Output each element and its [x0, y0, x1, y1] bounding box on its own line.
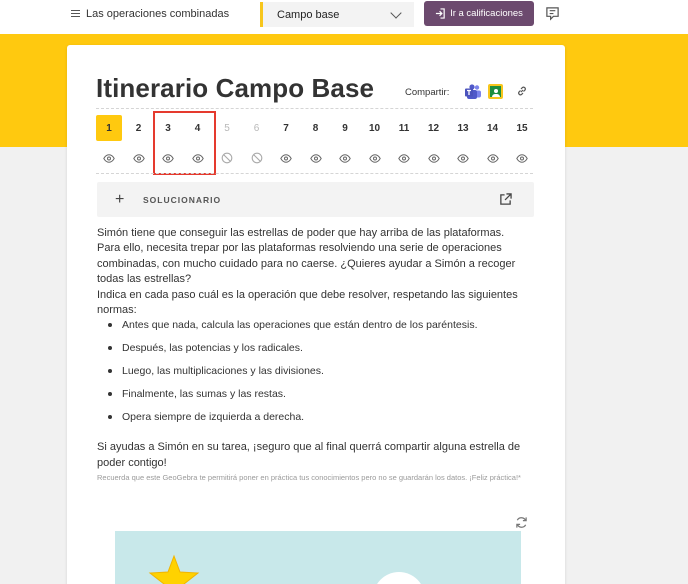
eye-icon[interactable] — [96, 150, 122, 166]
solutions-bar[interactable] — [97, 182, 534, 217]
refresh-icon[interactable] — [515, 516, 528, 529]
plus-icon[interactable]: + — [115, 191, 125, 208]
group-select-value: Campo base — [277, 8, 340, 21]
step-button-9[interactable]: 9 — [342, 122, 348, 134]
eye-icon[interactable] — [391, 150, 417, 166]
applet-circle — [373, 572, 425, 584]
step-button-14[interactable]: 14 — [486, 122, 499, 134]
breadcrumb[interactable] — [71, 6, 229, 22]
page-title: Itinerario Campo Base — [96, 73, 375, 103]
star-icon — [148, 554, 200, 584]
chat-icon[interactable] — [545, 6, 560, 21]
step-button-8[interactable]: 8 — [312, 122, 319, 134]
list-item: Opera siempre de izquierda a derecha. — [107, 410, 527, 433]
eye-icon[interactable] — [303, 150, 329, 166]
chevron-down-icon — [390, 7, 401, 18]
step-button-7[interactable]: 7 — [283, 122, 289, 134]
eye-icon[interactable] — [362, 150, 388, 166]
list-item: Después, las potencias y los radicales. — [107, 341, 527, 364]
breadcrumb-label: Las operaciones combinadas — [86, 8, 230, 20]
divider — [96, 173, 533, 174]
step-button-11[interactable]: 11 — [398, 122, 410, 134]
footnote: Recuerda que este GeoGebra te permitirá poner en práctica tus conocimientos pero no se guardarán los datos. ¡Feliz práctica!* — [97, 473, 521, 482]
eye-icon[interactable] — [421, 150, 447, 166]
rules-list — [107, 318, 527, 433]
grades-button-label: Ir a calificaciones — [450, 8, 523, 19]
teams-icon[interactable] — [464, 84, 482, 100]
google-classroom-icon[interactable] — [488, 84, 503, 99]
list-item: Antes que nada, calcula las operaciones que están dentro de los paréntesis. — [107, 318, 527, 341]
eye-icon[interactable] — [450, 150, 476, 166]
top-bar — [0, 0, 688, 34]
eye-icon[interactable] — [332, 150, 358, 166]
intro-paragraph: Simón tiene que conseguir las estrellas de poder que hay arriba de las plataformas. — [97, 227, 505, 239]
step-button-15[interactable]: 15 — [516, 122, 528, 134]
step-button-10[interactable]: 10 — [368, 122, 381, 134]
step-button-5: 5 — [224, 122, 230, 134]
highlight-box — [153, 111, 216, 175]
geogebra-applet[interactable] — [115, 531, 521, 584]
eye-off-icon[interactable] — [244, 150, 270, 166]
eye-icon[interactable] — [273, 150, 299, 166]
list-item: Luego, las multiplicaciones y las divisiones. — [107, 364, 527, 387]
eye-icon[interactable] — [509, 150, 535, 166]
step-button-4[interactable]: 4 — [194, 122, 201, 134]
grades-button[interactable] — [424, 1, 534, 26]
itinerary-card — [67, 45, 565, 584]
group-select[interactable] — [260, 2, 414, 27]
intro-text — [97, 226, 537, 318]
external-link-icon[interactable] — [499, 193, 512, 206]
eye-icon[interactable] — [480, 150, 506, 166]
step-button-6: 6 — [253, 122, 260, 134]
step-button-3[interactable]: 3 — [165, 122, 171, 134]
eye-off-icon[interactable] — [214, 150, 240, 166]
login-arrow-icon — [435, 8, 446, 19]
step-button-13[interactable]: 13 — [457, 122, 469, 134]
menu-icon — [71, 10, 80, 18]
eye-icon[interactable] — [126, 150, 152, 166]
step-button-12[interactable]: 12 — [427, 122, 440, 134]
intro-paragraph: Indica en cada paso cuál es la operación que debe resolver, respetando las siguientes normas: — [97, 288, 518, 317]
step-button-1[interactable]: 1 — [96, 115, 122, 141]
step-button-2[interactable]: 2 — [135, 122, 142, 134]
closing-text: Si ayudas a Simón en su tarea, ¡seguro que al final querrá compartir alguna estrella de poder contigo! — [97, 441, 521, 469]
solutions-label: SOLUCIONARIO — [143, 195, 222, 205]
divider — [96, 108, 533, 109]
list-item: Finalmente, las sumas y las restas. — [107, 387, 527, 410]
intro-paragraph: Para ello, necesita trepar por las plataformas resolviendo una serie de operaciones combinadas, con mucho cuidado para no caerse. ¿Quieres ayudar a Simón a recoger todas las estrellas? — [97, 242, 516, 286]
link-icon[interactable] — [516, 85, 528, 97]
share-label: Compartir: — [405, 87, 450, 98]
